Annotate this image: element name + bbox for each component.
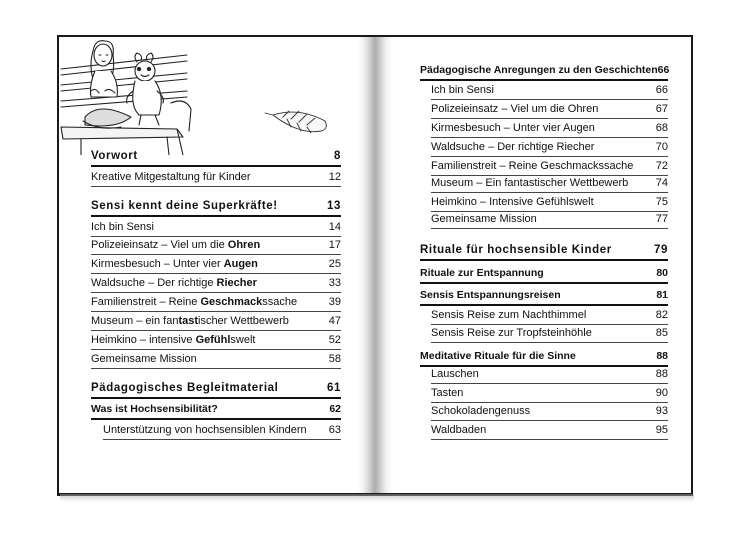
toc-entry <box>420 346 668 366</box>
toc-entry <box>431 209 668 229</box>
toc-page-number: 80 <box>656 267 668 279</box>
toc-page-number: 85 <box>655 327 668 339</box>
toc-entry-title: Kirmesbesuch – Unter vier Augen <box>431 122 595 134</box>
toc-page-number: 14 <box>328 221 341 233</box>
toc-page-number: 47 <box>328 315 341 327</box>
toc-entry-title-part: Polizeieinsatz – Viel um die <box>91 239 228 251</box>
girl-on-bench-illustration <box>59 35 259 155</box>
toc-entry-title: Lauschen <box>431 368 479 380</box>
toc-page-number: 61 <box>327 382 341 394</box>
toc-rule <box>431 342 668 343</box>
toc-entry-title: Waldsuche – Der richtige Riecher <box>431 141 595 153</box>
toc-entry <box>91 167 341 187</box>
toc-entry <box>420 60 668 80</box>
toc-entry <box>91 254 341 274</box>
toc-entry-emphasis: Gefühl <box>195 334 231 346</box>
toc-page-number: 8 <box>334 150 341 162</box>
toc-entry-title: Pädagogische Anregungen zu den Geschichten <box>420 64 658 76</box>
toc-page-number: 63 <box>328 424 341 436</box>
toc-entry <box>420 263 668 283</box>
toc-entry-title-part: Museum – ein fan <box>91 315 179 327</box>
toc-entry-title: Pädagogisches Begleitmaterial <box>91 382 279 394</box>
toc-page-number: 39 <box>328 296 341 308</box>
toc-entry-title <box>91 239 260 251</box>
toc-page-number: 68 <box>655 122 668 134</box>
toc-page-number: 12 <box>328 171 341 183</box>
toc-entry <box>431 364 668 384</box>
book-shadow <box>60 494 694 502</box>
toc-entry-emphasis: Riecher <box>216 277 257 289</box>
toc-entry <box>91 217 341 237</box>
toc-page-number: 88 <box>656 350 668 362</box>
toc-entry <box>91 292 341 312</box>
toc-page-number: 72 <box>655 160 668 172</box>
toc-entry-title-part: swelt <box>230 334 256 346</box>
toc-page-number: 74 <box>655 177 668 189</box>
toc-entry-title: Sensis Entspannungsreisen <box>420 289 561 301</box>
toc-rule <box>91 186 341 187</box>
toc-entry-emphasis: Geschmack <box>200 296 263 308</box>
toc-rule <box>103 439 341 440</box>
toc-entry <box>431 99 668 119</box>
toc-page-number: 75 <box>655 196 668 208</box>
toc-entry <box>91 378 341 398</box>
toc-entry <box>431 137 668 157</box>
toc-page-number: 70 <box>655 141 668 153</box>
toc-page-number: 13 <box>327 200 341 212</box>
feather-illustration <box>259 105 339 145</box>
toc-entry <box>103 420 341 440</box>
toc-entry-title <box>91 296 297 308</box>
toc-entry-title: Unterstützung von hochsensiblen Kindern <box>103 424 307 436</box>
toc-entry-title: Sensis Reise zur Tropfsteinhöhle <box>431 327 592 339</box>
toc-entry <box>91 349 341 369</box>
toc-entry-title: Schokoladengenuss <box>431 405 531 417</box>
toc-entry <box>431 305 668 325</box>
toc-entry-title <box>91 258 258 270</box>
toc-page-number: 17 <box>328 239 341 251</box>
toc-page-number: 62 <box>329 403 341 415</box>
toc-page-number: 82 <box>655 309 668 321</box>
toc-entry-title: Tasten <box>431 387 464 399</box>
toc-entry-title: Ich bin Sensi <box>431 84 494 96</box>
toc-entry-title-part: Kirmesbesuch – Unter vier <box>91 258 224 270</box>
toc-entry <box>431 80 668 100</box>
toc-entry <box>91 146 341 166</box>
toc-entry-title <box>91 277 257 289</box>
toc-entry-title-part: Familienstreit – Reine <box>91 296 201 308</box>
toc-entry-title-part: Waldsuche – Der richtige <box>91 277 217 289</box>
toc-page-number: 90 <box>655 387 668 399</box>
toc-entry-title: Polizeieinsatz – Viel um die Ohren <box>431 103 599 115</box>
toc-entry-title <box>91 334 255 346</box>
toc-page-number: 66 <box>657 64 670 76</box>
toc-page-number: 88 <box>655 368 668 380</box>
toc-entry <box>420 240 668 260</box>
toc-rule <box>431 228 668 229</box>
toc-entry-title: Vorwort <box>91 150 138 162</box>
toc-entry-title: Rituale zur Entspannung <box>420 267 544 279</box>
toc-entry-title: Was ist Hochsensibilität? <box>91 403 218 415</box>
toc-entry-title: Rituale für hochsensible Kinder <box>420 244 612 256</box>
toc-page-number: 66 <box>655 84 668 96</box>
toc-entry-emphasis: tast <box>178 315 198 327</box>
toc-entry <box>431 323 668 343</box>
toc-page-number: 93 <box>655 405 668 417</box>
toc-entry-title: Museum – Ein fantastischer Wettbewerb <box>431 177 629 189</box>
toc-entry <box>431 173 668 193</box>
toc-entry <box>431 401 668 421</box>
toc-entry-title: Waldbaden <box>431 424 487 436</box>
toc-entry-title: Gemeinsame Mission <box>431 213 537 225</box>
toc-rule <box>420 259 668 261</box>
toc-entry <box>91 399 341 419</box>
toc-entry-title: Familienstreit – Reine Geschmackssache <box>431 160 634 172</box>
toc-page-number: 58 <box>328 353 341 365</box>
toc-page-number: 77 <box>655 213 668 225</box>
toc-entry-title: Heimkino – Intensive Gefühlswelt <box>431 196 594 208</box>
toc-page-number: 81 <box>656 289 668 301</box>
toc-entry-title: Kreative Mitgestaltung für Kinder <box>91 171 251 183</box>
toc-page-number: 52 <box>328 334 341 346</box>
toc-entry-title: Sensi kennt deine Superkräfte! <box>91 200 278 212</box>
toc-page-number: 25 <box>328 258 341 270</box>
toc-entry-title <box>91 315 289 327</box>
toc-entry <box>431 118 668 138</box>
toc-page-number: 95 <box>655 424 668 436</box>
toc-rule <box>91 368 341 369</box>
toc-entry <box>91 196 341 216</box>
toc-entry-title: Gemeinsame Mission <box>91 353 197 365</box>
toc-page-number: 67 <box>655 103 668 115</box>
toc-page-number: 79 <box>654 244 668 256</box>
toc-entry-emphasis: Ohren <box>227 239 261 251</box>
toc-entry-title-part: Heimkino – intensive <box>91 334 196 346</box>
toc-rule <box>431 439 668 440</box>
toc-entry <box>91 235 341 255</box>
toc-entry <box>431 383 668 403</box>
toc-entry-title: Meditative Rituale für die Sinne <box>420 350 576 362</box>
toc-entry <box>91 311 341 331</box>
toc-entry <box>91 330 341 350</box>
toc-entry <box>431 420 668 440</box>
toc-rule <box>420 282 668 284</box>
toc-entry <box>91 273 341 293</box>
toc-entry-title-part: ischer Wettbewerb <box>198 315 289 327</box>
toc-page-number: 33 <box>328 277 341 289</box>
toc-entry-title-part: ssache <box>262 296 298 308</box>
toc-entry-title: Ich bin Sensi <box>91 221 154 233</box>
toc-entry <box>420 285 668 305</box>
toc-entry-title: Sensis Reise zum Nachthimmel <box>431 309 587 321</box>
toc-entry-emphasis: Augen <box>223 258 258 270</box>
